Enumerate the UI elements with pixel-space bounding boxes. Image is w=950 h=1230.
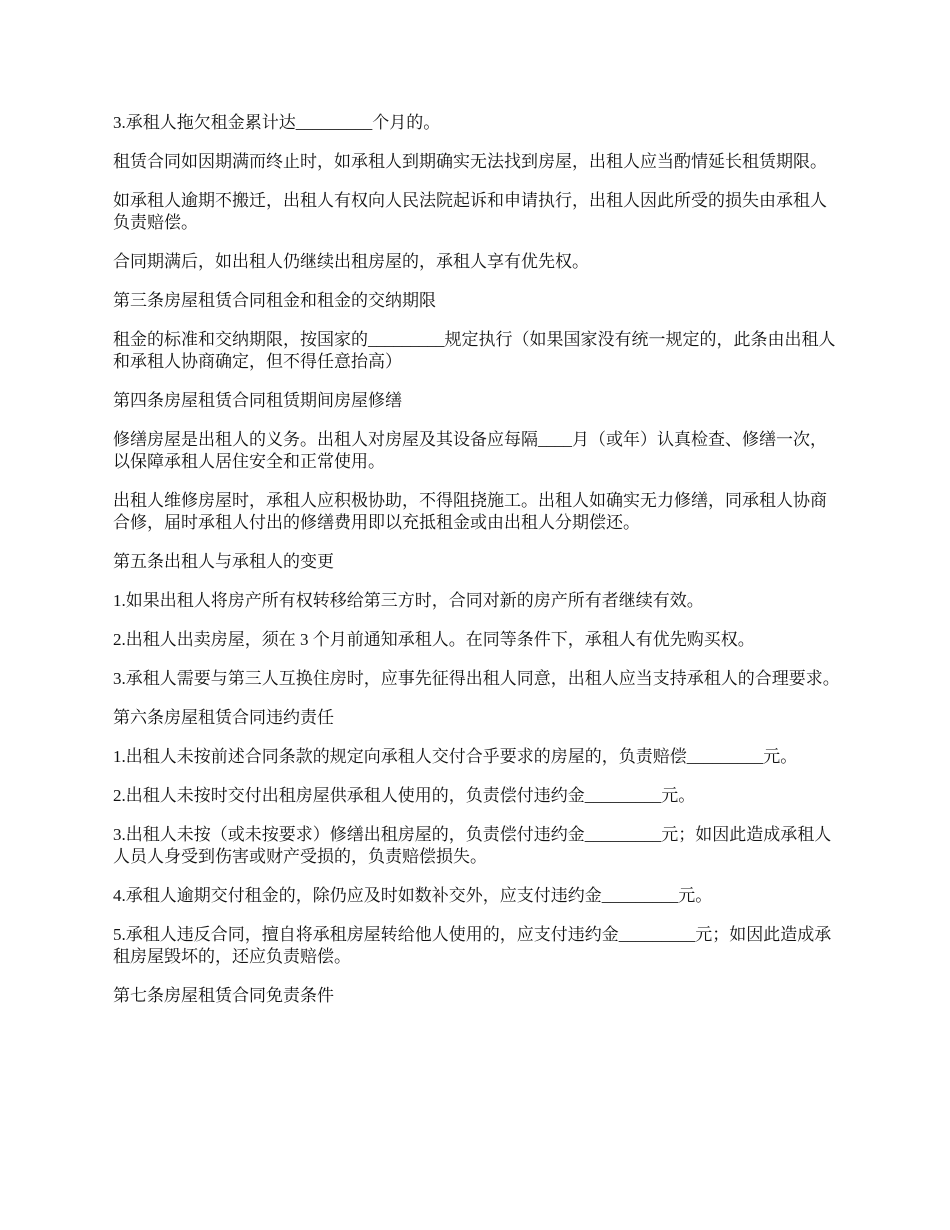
paragraph-breach-5: 5.承租人违反合同，擅自将承租房屋转给他人使用的，应支付违约金_________元；如因此造成承租房屋毁坏的，还应负责赔偿。 bbox=[113, 925, 832, 966]
paragraph-repair-obligation: 修缮房屋是出租人的义务。出租人对房屋及其设备应每隔____月（或年）认真检查、修缮一次，以保障承租人居住安全和正常使用。 bbox=[113, 430, 827, 471]
paragraph-overdue-move-out: 如承租人逾期不搬迁，出租人有权向人民法院起诉和申请执行，出租人因此所受的损失由承租人负责赔偿。 bbox=[113, 191, 827, 232]
paragraph-clause-3-arrears: 3.承租人拖欠租金累计达_________个月的。 bbox=[113, 113, 441, 132]
section-heading-article-7: 第七条房屋租赁合同免责条件 bbox=[113, 986, 334, 1005]
paragraph-repair-cooperation: 出租人维修房屋时，承租人应积极协助，不得阻挠施工。出租人如确实无力修缮，同承租人协商合修，届时承租人付出的修缮费用即以充抵租金或由出租人分期偿还。 bbox=[113, 491, 827, 532]
paragraph-breach-4: 4.承租人逾期交付租金的，除仍应及时如数补交外，应支付违约金_________元。 bbox=[113, 886, 713, 905]
paragraph-sale-notice: 2.出租人出卖房屋，须在 3 个月前通知承租人。在同等条件下，承租人有优先购买权。 bbox=[113, 630, 755, 649]
paragraph-renewal-priority: 合同期满后，如出租人仍继续出租房屋的，承租人享有优先权。 bbox=[113, 252, 589, 271]
paragraph-breach-1: 1.出租人未按前述合同条款的规定向承租人交付合乎要求的房屋的，负责赔偿_________元。 bbox=[113, 747, 798, 766]
paragraph-rent-standard: 租金的标准和交纳期限，按国家的_________规定执行（如果国家没有统一规定的，此条由出租人和承租人协商确定，但不得任意抬高） bbox=[113, 330, 836, 371]
section-heading-article-5: 第五条出租人与承租人的变更 bbox=[113, 552, 334, 571]
paragraph-lease-expiry-extension: 租赁合同如因期满而终止时，如承租人到期确实无法找到房屋，出租人应当酌情延长租赁期限。 bbox=[113, 152, 827, 171]
section-heading-article-4: 第四条房屋租赁合同租赁期间房屋修缮 bbox=[113, 391, 402, 410]
section-heading-article-3: 第三条房屋租赁合同租金和租金的交纳期限 bbox=[113, 291, 436, 310]
paragraph-breach-3: 3.出租人未按（或未按要求）修缮出租房屋的，负责偿付违约金_________元；如因此造成承租人人员人身受到伤害或财产受损的，负责赔偿损失。 bbox=[113, 825, 832, 866]
document-body bbox=[113, 112, 840, 1024]
paragraph-breach-2: 2.出租人未按时交付出租房屋供承租人使用的，负责偿付违约金_________元。 bbox=[113, 786, 696, 805]
section-heading-article-6: 第六条房屋租赁合同违约责任 bbox=[113, 708, 334, 727]
paragraph-ownership-transfer: 1.如果出租人将房产所有权转移给第三方时，合同对新的房产所有者继续有效。 bbox=[113, 591, 704, 610]
paragraph-housing-exchange: 3.承租人需要与第三人互换住房时，应事先征得出租人同意，出租人应当支持承租人的合理要求。 bbox=[113, 669, 840, 688]
